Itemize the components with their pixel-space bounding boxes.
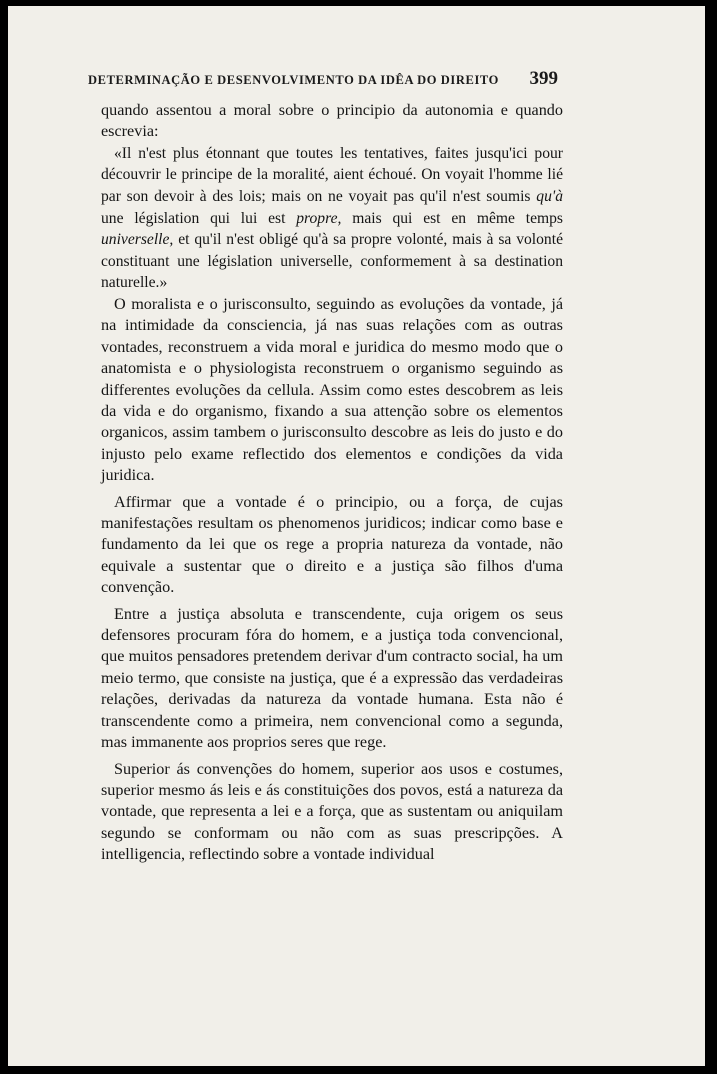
paragraph-continuation: quando assentou a moral sobre o principio da autonomia e quando escrevia: [101, 101, 563, 141]
page-number: 399 [529, 68, 558, 89]
body-text [101, 100, 563, 866]
book-page [8, 6, 705, 1066]
paragraph-superior: Superior ás convenções do homem, superior aos usos e costumes, superior mesmo ás leis e ás constituições dos povos, está a natureza da vontade, que representa a lei e a força, que as sustentam ou aniquilam segundo se conformam ou não com as suas prescripções. A intelligencia, reflectindo sobre a vontade individual [101, 759, 563, 864]
paragraph-moralista: O moralista e o jurisconsulto, seguindo as evoluções da vontade, já na intimidade da consciencia, já nas suas relações com as outras vontades, reconstruem a vida moral e juridica do mesmo modo que o anatomista e o physiologista reconstruem o organismo seguindo as differentes evoluções da cellula. Assim como estes descobrem as leis da vida e do organismo, fixando a sua attenção sobre os elementos organicos, assim tambem o jurisconsulto descobre as leis do justo e do injusto pelo exame reflectido dos elementos e condições da vida juridica. [101, 294, 563, 485]
paragraph-affirmar: Affirmar que a vontade é o principio, ou a força, de cujas manifestações resultam os phenomenos juridicos; indicar como base e fundamento da lei que os rege a propria natureza da vontade, não equivale a sustentar que o direito e a justiça são filhos d'uma convenção. [101, 492, 563, 597]
paragraph-entre: Entre a justiça absoluta e transcendente, cuja origem os seus defensores procuram fóra do homem, e a justiça toda convencional, que muitos pensadores pretendem derivar d'um contracto social, ha um meio termo, que consiste na justiça, que é a expressão das verdadeiras relações, derivadas da natureza da vontade humana. Esta não é transcendente como a primeira, nem convencional como a segunda, mas immanente aos proprios seres que rege. [101, 604, 563, 752]
page-header [88, 68, 558, 90]
running-title: DETERMINAÇÃO E DESENVOLVIMENTO DA IDÊA DO DIREITO [88, 73, 499, 87]
italic-universelle: universelle, [101, 231, 174, 249]
italic-propre: propre, [296, 209, 342, 227]
italic-qua: qu'à [536, 188, 563, 205]
kant-quotation: «Il n'est plus étonnant que toutes les tentatives, faites jusqu'ici pour découvrir le principe de la moralité, aient échoué. On voyait l'homme lié par son devoir à des lois; mais on ne voyait pas qu'il n'est soumis qu'à une législation qui lui est propre, mais qui est en même temps universelle, et qu'il n'est obligé qu'à sa propre volonté, mais à sa volonté constituant une législation universelle, conformement à sa destination naturelle.» [101, 144, 563, 292]
